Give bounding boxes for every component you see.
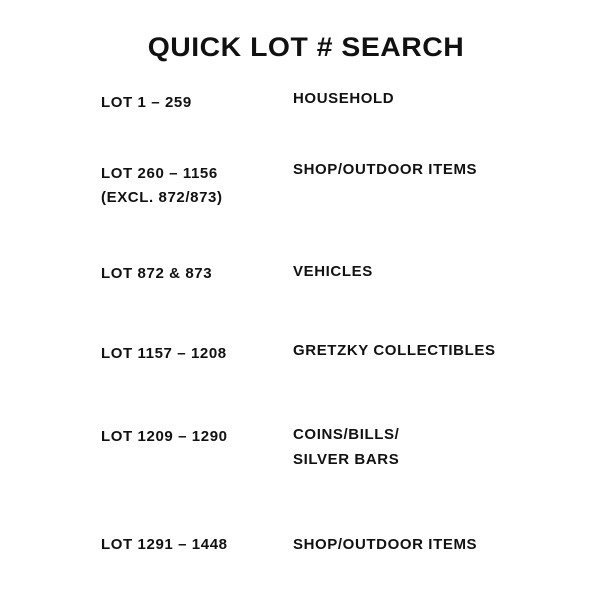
lot-range-1: LOT 1 – 259 xyxy=(101,94,192,111)
lot-range-4: LOT 1157 – 1208 xyxy=(101,345,227,362)
lot-category-1: HOUSEHOLD xyxy=(293,90,395,107)
lot-range-3: LOT 872 & 873 xyxy=(101,265,213,282)
lot-category-6: SHOP/OUTDOOR ITEMS xyxy=(293,536,478,553)
lot-category-3: VEHICLES xyxy=(293,263,373,280)
lot-range-2-note: (EXCL. 872/873) xyxy=(101,189,223,206)
lot-category-2: SHOP/OUTDOOR ITEMS xyxy=(293,161,478,178)
lot-range-6: LOT 1291 – 1448 xyxy=(101,536,228,553)
lot-range-2: LOT 260 – 1156 xyxy=(101,165,218,182)
lot-range-5: LOT 1209 – 1290 xyxy=(101,428,228,445)
lot-category-4: GRETZKY COLLECTIBLES xyxy=(293,342,496,359)
lot-category-5-line2: SILVER BARS xyxy=(293,451,400,468)
lot-category-5: COINS/BILLS/ xyxy=(293,426,400,443)
page-title: QUICK LOT # SEARCH xyxy=(147,32,465,62)
